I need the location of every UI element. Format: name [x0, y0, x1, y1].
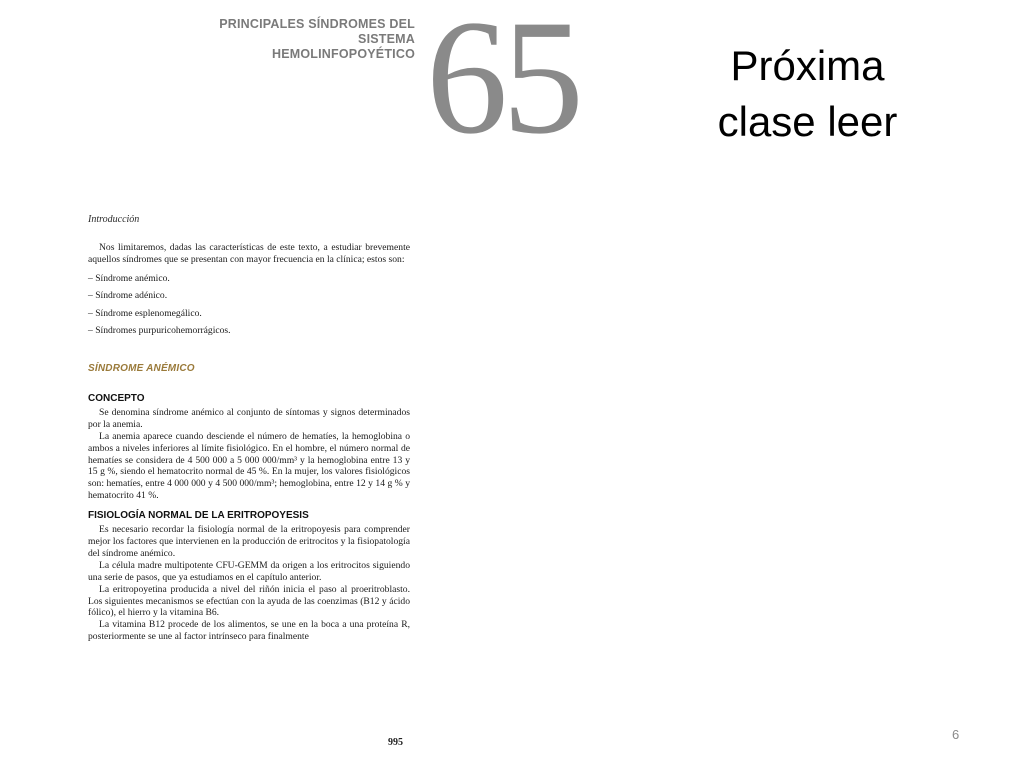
list-item: – Síndrome adénico. [88, 290, 168, 302]
fisiologia-paragraph: La eritropoyetina producida a nivel del riñón inicia el paso al proeritroblasto. Los siguientes mecanismos se efectúan con la ayuda de las coenzimas (B12 y ácido fólico), el hierro y la vitamina B6. [88, 583, 410, 619]
book-page-excerpt [88, 214, 410, 643]
fisiologia-paragraph: Es necesario recordar la fisiología normal de la eritropoyesis para comprender mejor los factores que intervienen en la producción de eritrocitos y la fisiopatología del síndrome anémico. [88, 524, 410, 559]
intro-heading: Introducción [88, 214, 140, 225]
intro-paragraph: Nos limitaremos, dadas las características de este texto, a estudiar brevemente aquellos síndromes que se presentan con mayor frecuencia en la clínica; estos son: [88, 241, 410, 265]
fisiologia-paragraph: La célula madre multipotente CFU-GEMM da origen a los eritrocitos siguiendo una serie de pasos, que ya estudiamos en el capítulo anterior. [88, 559, 410, 583]
concepto-paragraph: Se denomina síndrome anémico al conjunto de síntomas y signos determinados por la anemia. [88, 406, 410, 430]
syndrome-list [88, 273, 410, 337]
chapter-number: 65 [426, 0, 578, 168]
book-header-line1: PRINCIPALES SÍNDROMES DEL SISTEMA [219, 17, 415, 46]
list-item: – Síndromes purpuricohemorrágicos. [88, 325, 231, 337]
slide-title-line2: clase leer [717, 98, 898, 145]
slide-title-line1: Próxima [730, 42, 885, 89]
book-chapter-header [170, 17, 415, 62]
slide-number: 6 [952, 727, 960, 742]
fisiologia-paragraph: La vitamina B12 procede de los alimentos, se une en la boca a una proteína R, posteriormente se une al factor intrínseco para finalmente [88, 619, 410, 643]
book-page-number: 995 [388, 737, 403, 748]
fisiologia-heading: FISIOLOGÍA NORMAL DE LA ERITROPOYESIS [88, 510, 309, 522]
concepto-paragraph: La anemia aparece cuando desciende el número de hematíes, la hemoglobina o ambos a niveles inferiores al límite fisiológico. En el hombre, el número normal de hematíes se considera de 4 500 000 a 5 000 000/mm³ y la hemoglobina entre 13 y 15 g %, siendo el hematocrito normal de 45 %. En la mujer, los valores fisiológicos son: hematíes, entre 4 000 000 y 4 500 000/mm³; hemoglobina, entre 12 y 14 g % y hematocrito 41 %. [88, 430, 410, 502]
concepto-heading: CONCEPTO [88, 393, 145, 405]
book-header-line2: HEMOLINFOPOYÉTICO [272, 47, 415, 61]
slide-title [690, 38, 925, 150]
section-heading: SÍNDROME ANÉMICO [88, 363, 195, 375]
list-item: – Síndrome esplenomegálico. [88, 307, 202, 319]
list-item: – Síndrome anémico. [88, 272, 170, 284]
